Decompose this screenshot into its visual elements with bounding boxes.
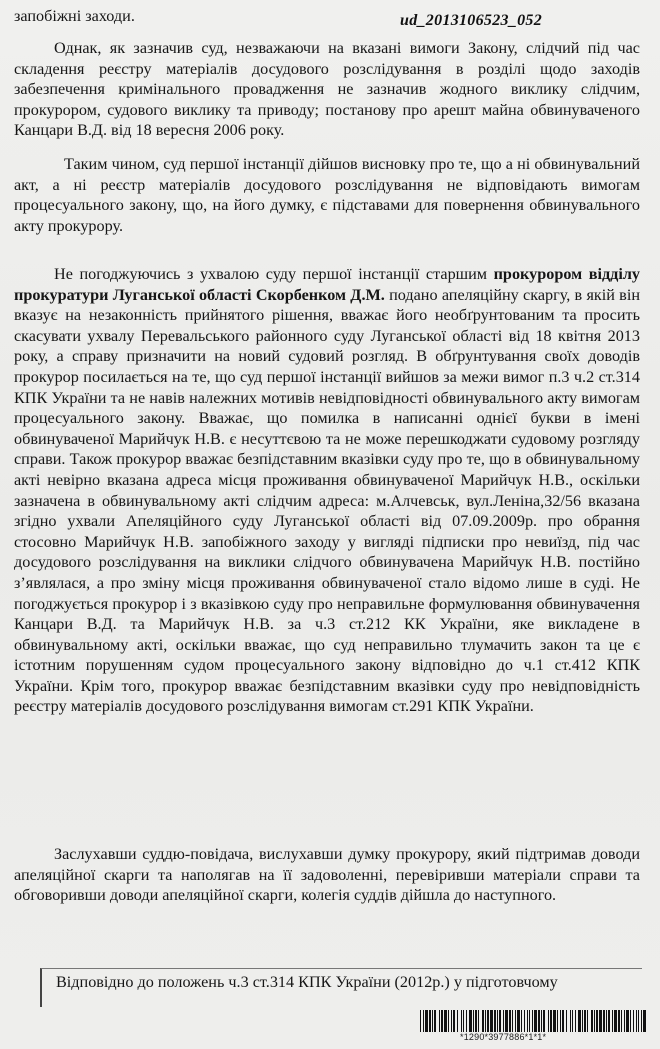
barcode-bar	[582, 1010, 583, 1032]
barcode-bar	[557, 1010, 558, 1032]
barcode-bar	[570, 1010, 571, 1032]
barcode-bar	[463, 1010, 464, 1032]
barcode-bar	[429, 1010, 431, 1032]
barcode-bar	[432, 1010, 433, 1032]
barcode-bar	[550, 1010, 552, 1032]
prosecutor-name-bold: прокурором відділу прокуратури Луганської області Скорбенком Д.М.	[14, 265, 640, 304]
barcode-bar	[499, 1010, 501, 1032]
barcode-bar	[560, 1010, 561, 1032]
barcode-bar	[503, 1010, 504, 1032]
barcode-bar	[469, 1010, 472, 1032]
barcode-bar	[451, 1010, 452, 1032]
barcode-bar	[638, 1010, 639, 1032]
barcode-bar	[578, 1010, 581, 1032]
barcode-bar	[497, 1010, 498, 1032]
barcode-bar	[461, 1010, 462, 1032]
barcode-bar	[457, 1010, 458, 1032]
barcode-bar	[444, 1010, 447, 1032]
barcode-bar	[572, 1010, 573, 1032]
barcode-bar	[466, 1010, 467, 1032]
paragraph-0: запобіжні заходи.	[14, 7, 135, 25]
paragraph-3	[14, 264, 640, 717]
barcode-number: *1290*3977886*1*1*	[460, 1032, 547, 1042]
paragraph-2: Таким чином, суд першої інстанції дійшов висновку про те, що а ні обвинувальний акт, а ні реєстр матеріалів досудового розслідування не відповідають вимогам процесуального закону, що, на його думку, є підставами для повернення обвинувального акту прокурору.	[14, 155, 640, 235]
barcode-bar	[633, 1010, 634, 1032]
barcode-bar	[614, 1010, 617, 1032]
barcode-bar	[420, 1010, 421, 1032]
barcode-bar	[505, 1010, 508, 1032]
barcode-bar	[441, 1010, 443, 1032]
barcode-bar	[562, 1010, 564, 1032]
barcode-bar	[509, 1010, 511, 1032]
barcode-bar	[425, 1010, 428, 1032]
barcode-bar	[453, 1010, 455, 1032]
barcode-bar	[517, 1010, 520, 1032]
barcode-bar	[606, 1010, 607, 1032]
barcode-bar	[553, 1010, 556, 1032]
paragraph-3-start: Не погоджуючись з ухвалою суду першої інстанції старшим	[54, 265, 494, 283]
barcode-bar	[475, 1010, 477, 1032]
barcode-bar	[591, 1010, 593, 1032]
barcode-bar	[541, 1010, 542, 1032]
barcode-bar	[548, 1010, 549, 1032]
barcode-bar	[490, 1010, 493, 1032]
barcode-bar	[485, 1010, 486, 1032]
document-id: ud_2013106523_052	[400, 12, 542, 29]
barcode-bar	[618, 1010, 620, 1032]
barcode-bar	[594, 1010, 595, 1032]
barcode-bar	[612, 1010, 613, 1032]
barcode-bar	[487, 1010, 489, 1032]
barcode-bar	[529, 1010, 530, 1032]
barcode-bar	[643, 1010, 646, 1032]
barcode-bar	[527, 1010, 528, 1032]
barcode-bar	[575, 1010, 576, 1032]
barcode-bar	[587, 1010, 588, 1032]
barcode-bar	[543, 1010, 545, 1032]
barcode-bar	[521, 1010, 522, 1032]
barcode-bar	[621, 1010, 622, 1032]
barcode-bars	[418, 1010, 646, 1032]
barcode-bar	[624, 1010, 625, 1032]
paragraph-5: Відповідно до положень ч.3 ст.314 КПК України (2012р.) у підготовчому	[56, 973, 558, 991]
barcode-bar	[439, 1010, 440, 1032]
barcode-bar	[478, 1010, 479, 1032]
barcode-bar	[434, 1010, 436, 1032]
barcode-bar	[608, 1010, 610, 1032]
paragraph-1: Однак, як зазначив суд, незважаючи на вказані вимоги Закону, слідчий під час складення реєстру матеріалів досудового розслідування в розділі щодо заходів забезпечення кримінального провадження не зазначив жодного виклику слідчим, прокурором, судового виклику та приводу; постанову про арешт майна обвинуваченого Канцари В.Д. від 18 вересня 2006 року.	[14, 39, 640, 140]
barcode-bar	[473, 1010, 474, 1032]
barcode-bar	[448, 1010, 449, 1032]
barcode-bar	[641, 1010, 642, 1032]
barcode-bar	[482, 1010, 484, 1032]
barcode-bar	[524, 1010, 525, 1032]
barcode-bar	[599, 1010, 602, 1032]
barcode-bar	[534, 1010, 537, 1032]
barcode-bar	[603, 1010, 605, 1032]
barcode-bar	[596, 1010, 598, 1032]
barcode-bar	[584, 1010, 586, 1032]
barcode-bar	[636, 1010, 637, 1032]
barcode-bar	[538, 1010, 540, 1032]
paragraph-3-rest: подано апеляційну скаргу, в якій він вказує на незаконність прийнятого рішення, вважає його необґрунтованим та просить скасувати ухвалу Перевальського районного суду Луганської області від 18 квітня 2013 року, а справу призначити на новий судовий розгляд. В обґрунтування своїх доводів прокурор посилається на те, що суд першої інстанції вийшов за межи вимог п.3 ч.2 ст.314 КПК України та не навів належних мотивів невідповідності обвинувального акту вимогам процесуального закону. Вважає, що помилка в написанні однієї букви в імені обвинуваченої Марийчук Н.В. є несуттєвою та не може перешкоджати судовому розгляду справи. Також прокурор вважає безпідставним вказівки суду про те, що в обвинувальному акті невірно вказана адреса місця проживання обвинуваченої Марийчук Н.В., оскільки зазначена в обвинувальному акті слідчим адреса: м.Алчевськ, вул.Леніна,32/56 вказана згідно ухвали Апеляційного суду Луганської області від 07.09.2009р. про обрання стосовно Марийчук Н.В. запобіжного заходу у вигляді підписки про невиїзд, під час досудового розслідування на виклики слідчого обвинувачена Марийчук Н.В. постійно з’являлася, а про зміну місця проживання обвинуваченої стало відомо лише в суді. Не погоджується прокурор і з вказівкою суду про неправильне формулювання обвинувачення Канцари В.Д. та Марийчук Н.В. за ч.3 ст.212 КК України, яке викладене в обвинувальному акті, оскільки вважає, що суд неправильно тлумачить закон та це є істотним порушенням судом процесуального закону відповідно до ч.1 ст.412 КПК України. Крім того, прокурор вважає безпідставним вказівки суду про невідповідність реєстру матеріалів досудового розслідування вимогам ст.291 КПК України.	[14, 285, 640, 716]
barcode-bar	[532, 1010, 533, 1032]
barcode-bar	[566, 1010, 567, 1032]
barcode-bar	[630, 1010, 631, 1032]
barcode-bar	[626, 1010, 629, 1032]
barcode-bar	[512, 1010, 513, 1032]
barcode-bar	[515, 1010, 516, 1032]
barcode-bar	[494, 1010, 496, 1032]
paragraph-4: Заслухавши суддю-повідача, вислухавши думку прокурору, який підтримав доводи апеляційної скарги та наполягав на її задоволенні, перевіривши матеріали справи та обговоривши доводи апеляційної скарги, колегія суддів дійшла до наступного.	[14, 845, 640, 905]
barcode-bar	[423, 1010, 424, 1032]
